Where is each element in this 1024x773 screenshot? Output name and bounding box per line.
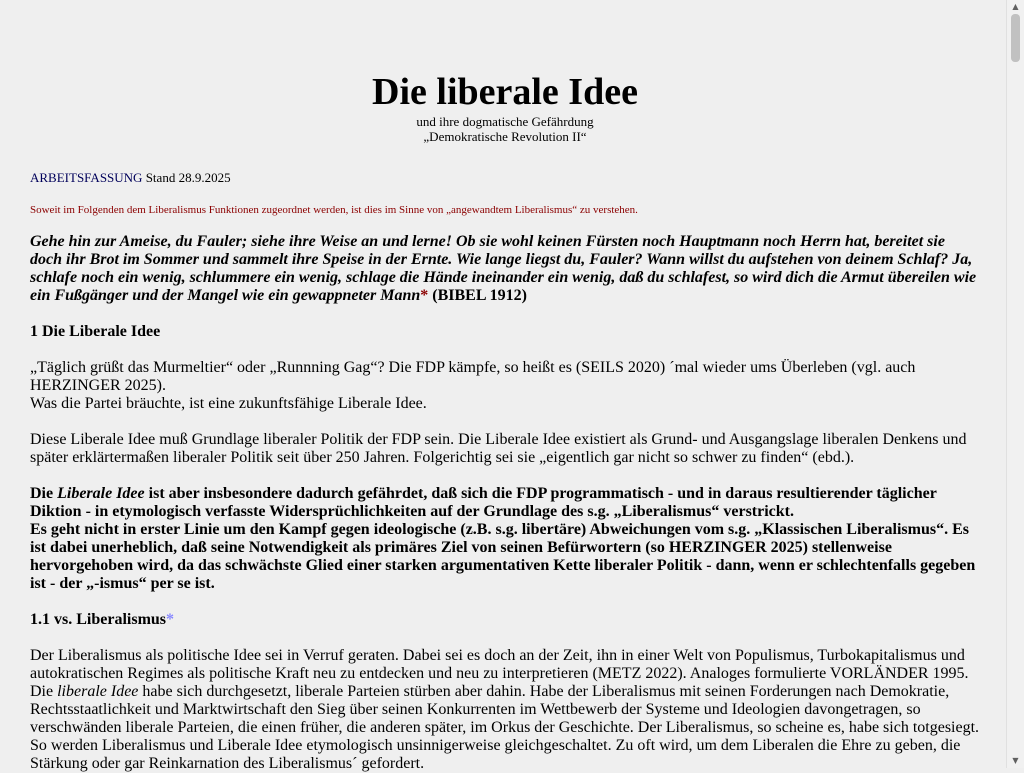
- motto-footnote-link[interactable]: *: [420, 287, 429, 304]
- motto-source: (BIBEL 1912): [428, 287, 527, 304]
- s11-footnote-link[interactable]: *: [166, 611, 175, 628]
- s1p3-a: Die: [30, 485, 58, 502]
- section-1-paragraph-3: [30, 485, 980, 593]
- section-1-1-paragraph-1: [30, 647, 980, 773]
- draft-status: [30, 170, 980, 185]
- s1p1-line1: „Täglich grüßt das Murmeltier“ oder „Runnning Gag“? Die FDP kämpfe, so heißt es (SEILS 2020) ´mal wieder ums Überleben (vgl. auch HERZINGER 2025).: [30, 359, 916, 394]
- scrollbar-thumb[interactable]: [1011, 14, 1020, 62]
- s11p1-b: Die: [30, 683, 58, 700]
- section-1-1-heading: [30, 611, 980, 629]
- section-1-heading: 1 Die Liberale Idee: [30, 323, 161, 340]
- s1p1-line2: Was die Partei bräuchte, ist eine zukunftsfähige Liberale Idee.: [30, 395, 427, 412]
- motto-text: Gehe hin zur Ameise, du Fauler; siehe ihre Weise an und lerne! Ob sie wohl keinen Fürsten noch Hauptmann noch Herrn hat, bereitet sie doch ihr Brot im Sommer und sammelt ihre Speise in der Ernte. Wie lange liegst du, Fauler? Wann willst du aufstehen von deinem Schlaf? Ja, schlafe noch ein wenig, schlummere ein wenig, schlage die Hände ineinander ein wenig, daß du schlafest, so wird dich die Armut übereilen wie ein Fußgänger und der Mangel wie ein gewappneter Mann: [30, 233, 977, 304]
- scroll-up-arrow-icon[interactable]: ▲: [1012, 2, 1019, 11]
- s1p3-line2: Es geht nicht in erster Linie um den Kampf gegen ideologische (z.B. s.g. libertäre) Abweichungen vom s.g. „Klassischen Liberalismus“. Es ist dabei unerheblich, daß seine Notwendigkeit als primäres Ziel von seinen Befürwortern (so HERZINGER 2025) stellenweise hervorgehoben wird, da das schwächste Glied einer starken argumentativen Kette liberaler Politik - dann, wenn er schlechtenfalls gegeben ist - der „-ismus“ per se ist.: [30, 521, 976, 592]
- section-1-paragraph-2: Diese Liberale Idee muß Grundlage liberaler Politik der FDP sein. Die Liberale Idee existiert als Grund- und Ausgangslage liberalen Denkens und später erklärtermaßen liberaler Politik seit über 250 Jahren. Folgerichtig sei sie „eigentlich gar nicht so schwer zu finden“ (ebd.).: [30, 431, 967, 466]
- page-title: Die liberale Idee: [372, 71, 638, 113]
- document-page: [30, 0, 980, 773]
- section-1-paragraph-1: [30, 359, 980, 413]
- bible-motto: [30, 233, 980, 305]
- vertical-scrollbar[interactable]: [1006, 0, 1024, 768]
- draft-date: Stand 28.9.2025: [142, 170, 231, 185]
- subtitle-1: und ihre dogmatische Gefährdung: [416, 114, 594, 129]
- s11-heading-text: 1.1 vs. Liberalismus: [30, 611, 167, 628]
- draft-label: ARBEITSFASSUNG: [30, 170, 143, 185]
- s1p3-b: Liberale Idee: [57, 485, 145, 502]
- scope-note: Soweit im Folgenden dem Liberalismus Funktionen zugeordnet werden, ist dies im Sinne von „angewandtem Liberalismus“ zu verstehen.: [30, 204, 638, 216]
- s1p3-c: ist aber insbesondere dadurch gefährdet, daß sich die FDP programmatisch - und in daraus resultierender täglicher Diktion - in etymologisch verfasste Widersprüchlichkeiten auf der Grundlage des s.g. „Liberalismus“ verstrickt.: [30, 485, 937, 520]
- s11p1-e: So werden Liberalismus und Liberale Idee etymologisch unsinnigerweise gleichgeschaltet. Zu oft wird, um dem Liberalen die Ehre zu geben, die Stärkung oder gar Reinkarnation des Liberalismus´ gefordert.: [30, 737, 961, 772]
- scroll-down-arrow-icon[interactable]: ▼: [1012, 756, 1019, 765]
- subtitle-2: „Demokratische Revolution II“: [423, 129, 587, 144]
- s11p1-a: Der Liberalismus als politische Idee sei in Verruf geraten. Dabei sei es doch an der Zeit, ihn in einer Welt von Populismus, Turbokapitalismus und autokratischen Regimes als politische Kraft neu zu entdecken und neu zu interpretieren (METZ 2022). Analoges formulierte VORLÄNDER 1995.: [30, 647, 969, 682]
- s11p1-d: habe sich durchgesetzt, liberale Parteien stürben aber dahin. Habe der Liberalismus mit seinen Forderungen nach Demokratie, Rechtsstaatlichkeit und Marktwirtschaft den Sieg über seinen Konkurrenten im Wettbewerb der Systeme und Ideologien davongetragen, so verschwänden liberale Parteien, die einen früher, die anderen später, im Orkus der Geschichte. Der Liberalismus, so scheine es, habe sich totgesiegt.: [30, 683, 980, 736]
- s11p1-c: liberale Idee: [57, 683, 139, 700]
